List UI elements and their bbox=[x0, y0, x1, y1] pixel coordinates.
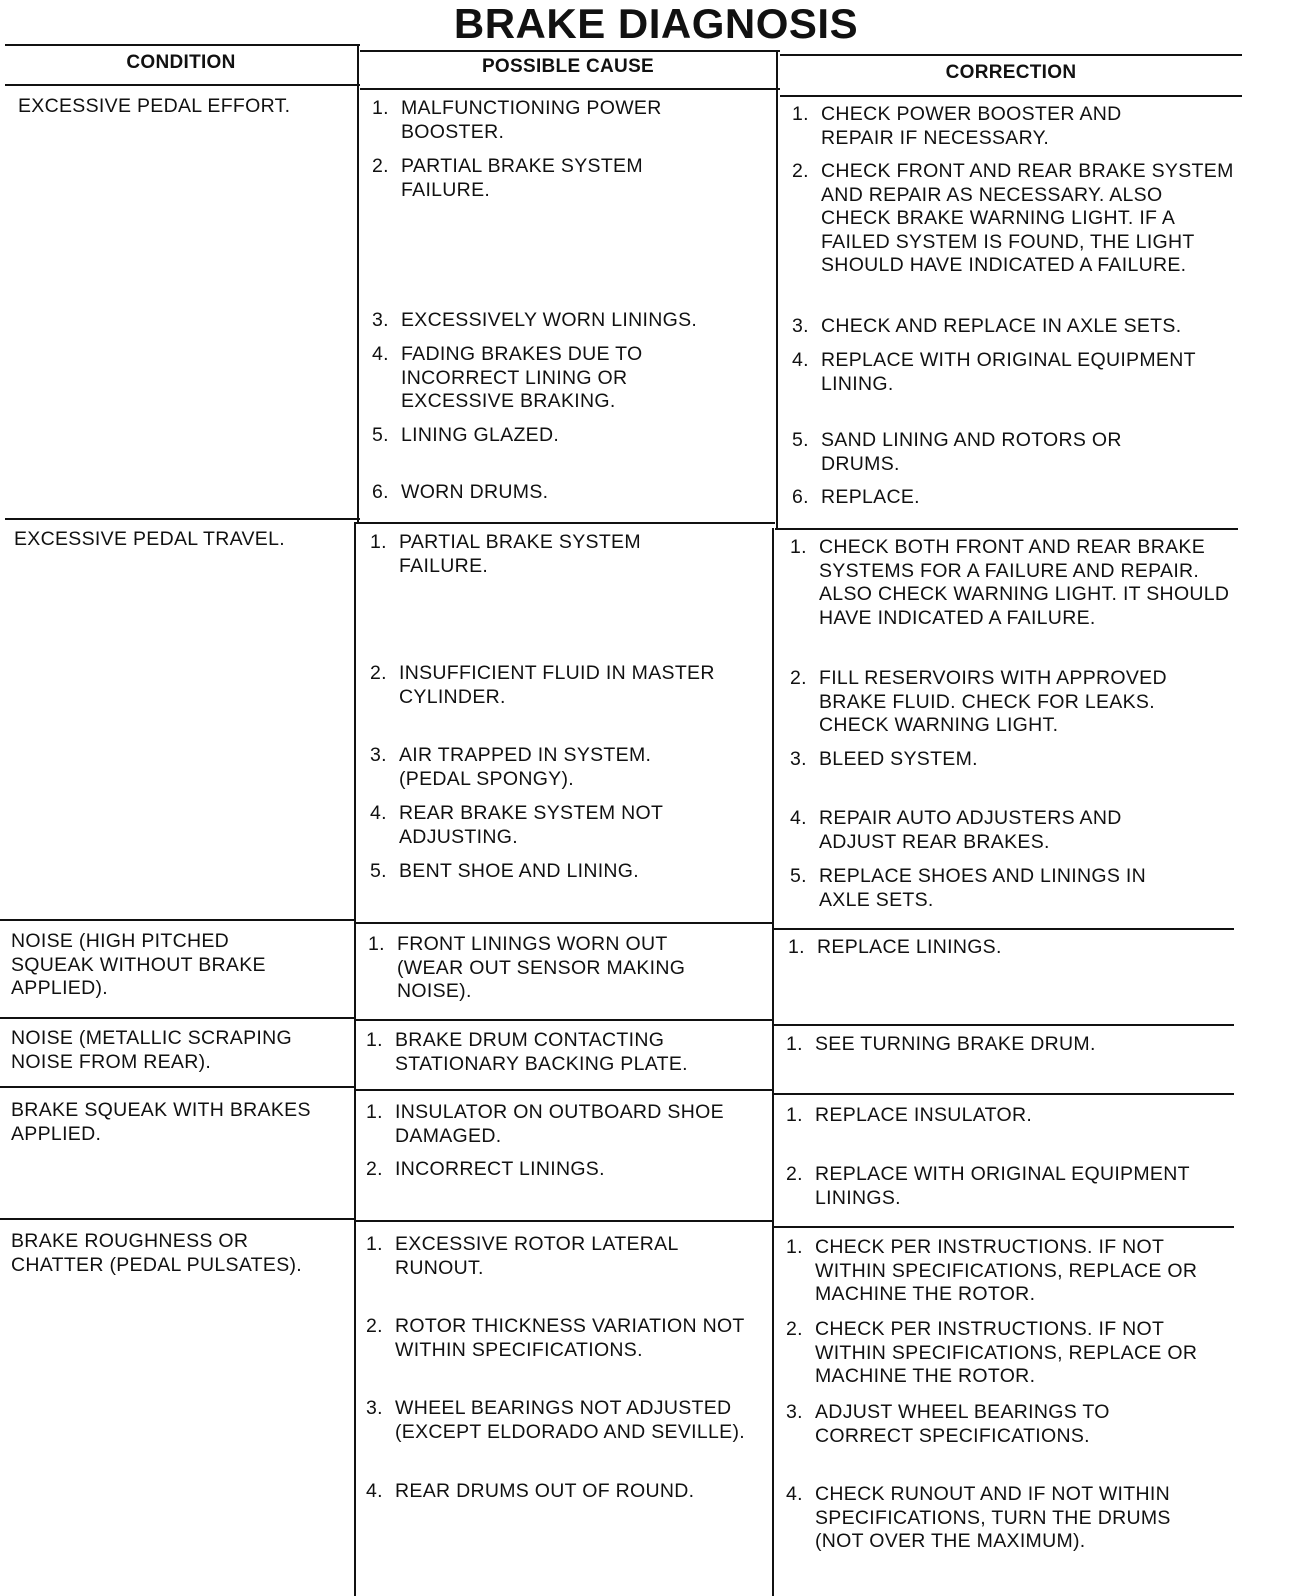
correction-item: 2. CHECK FRONT AND REAR BRAKE SYSTEM AND REPAIR AS NECESSARY. ALSO CHECK BRAKE WARNING LIGHT. IF A FAILED SYSTEM IS FOUND, THE LIGHT SHOULD HAVE INDICATED A FAILURE. bbox=[792, 160, 1234, 277]
correction-item: 5. REPLACE SHOES AND LININGS IN AXLE SETS. bbox=[790, 865, 1146, 911]
header-condition: CONDITION bbox=[126, 52, 236, 73]
cause-item: 1. MALFUNCTIONING POWER BOOSTER. bbox=[372, 97, 662, 143]
correction-item: 4. CHECK RUNOUT AND IF NOT WITHIN SPECIFICATIONS, TURN THE DRUMS (NOT OVER THE MAXIMUM). bbox=[786, 1483, 1171, 1553]
row-divider bbox=[355, 1089, 774, 1091]
cause-item: 3. WHEEL BEARINGS NOT ADJUSTED (EXCEPT ELDORADO AND SEVILLE). bbox=[366, 1397, 745, 1443]
column-divider bbox=[357, 44, 359, 522]
cause-item: 3. AIR TRAPPED IN SYSTEM. (PEDAL SPONGY). bbox=[370, 744, 652, 790]
cause-item: 2. ROTOR THICKNESS VARIATION NOT WITHIN SPECIFICATIONS. bbox=[366, 1315, 745, 1361]
row-divider bbox=[5, 518, 360, 520]
cause-item: 5. BENT SHOE AND LINING. bbox=[370, 860, 639, 882]
page-title: BRAKE DIAGNOSIS bbox=[453, 0, 859, 47]
correction-item: 2. CHECK PER INSTRUCTIONS. IF NOT WITHIN SPECIFICATIONS, REPLACE OR MACHINE THE ROTOR. bbox=[786, 1318, 1198, 1388]
column-divider bbox=[772, 528, 774, 1596]
correction-item: 3. BLEED SYSTEM. bbox=[790, 748, 978, 770]
correction-item: 4. REPAIR AUTO ADJUSTERS AND ADJUST REAR BRAKES. bbox=[790, 807, 1122, 853]
correction-item: 1. CHECK POWER BOOSTER AND REPAIR IF NECESSARY. bbox=[792, 103, 1122, 149]
row-divider bbox=[355, 522, 775, 524]
row-divider bbox=[0, 1086, 355, 1088]
cause-item: 4. FADING BRAKES DUE TO INCORRECT LINING OR EXCESSIVE BRAKING. bbox=[372, 343, 643, 413]
cause-item: 2. INSUFFICIENT FLUID IN MASTER CYLINDER. bbox=[370, 662, 715, 708]
row-divider bbox=[775, 528, 1238, 530]
column-divider bbox=[354, 522, 356, 1596]
cause-item: 4. REAR BRAKE SYSTEM NOT ADJUSTING. bbox=[370, 802, 663, 848]
condition-cell: NOISE (HIGH PITCHED SQUEAK WITHOUT BRAKE APPLIED). bbox=[11, 930, 266, 1000]
row-divider bbox=[0, 1218, 355, 1220]
cause-item: 2. INCORRECT LININGS. bbox=[366, 1158, 605, 1180]
correction-item: 1. REPLACE LININGS. bbox=[788, 936, 1002, 958]
cause-item: 1. INSULATOR ON OUTBOARD SHOE DAMAGED. bbox=[366, 1101, 724, 1147]
header-bottom-rule bbox=[780, 95, 1242, 97]
row-divider bbox=[0, 919, 356, 921]
column-divider bbox=[776, 50, 778, 530]
correction-item: 2. REPLACE WITH ORIGINAL EQUIPMENT LININGS. bbox=[786, 1163, 1190, 1209]
header-bottom-rule bbox=[5, 84, 360, 86]
cause-item: 4. REAR DRUMS OUT OF ROUND. bbox=[366, 1480, 695, 1502]
row-divider bbox=[774, 1093, 1234, 1095]
correction-item: 5. SAND LINING AND ROTORS OR DRUMS. bbox=[792, 429, 1122, 475]
table-top-rule bbox=[360, 50, 780, 52]
cause-item: 1. EXCESSIVE ROTOR LATERAL RUNOUT. bbox=[366, 1233, 678, 1279]
row-divider bbox=[774, 928, 1234, 930]
cause-item: 1. FRONT LININGS WORN OUT (WEAR OUT SENSOR MAKING NOISE). bbox=[368, 933, 686, 1003]
cause-item: 5. LINING GLAZED. bbox=[372, 424, 560, 446]
row-divider bbox=[355, 1220, 774, 1222]
row-divider bbox=[0, 1017, 355, 1019]
condition-cell: NOISE (METALLIC SCRAPING NOISE FROM REAR). bbox=[11, 1027, 292, 1073]
correction-item: 1. SEE TURNING BRAKE DRUM. bbox=[786, 1033, 1096, 1055]
condition-cell: EXCESSIVE PEDAL TRAVEL. bbox=[14, 528, 285, 550]
correction-item: 1. CHECK BOTH FRONT AND REAR BRAKE SYSTEMS FOR A FAILURE AND REPAIR. ALSO CHECK WARNING LIGHT. IT SHOULD HAVE INDICATED A FAILURE. bbox=[790, 536, 1230, 629]
header-possible-cause: POSSIBLE CAUSE bbox=[481, 56, 655, 77]
correction-item: 1. REPLACE INSULATOR. bbox=[786, 1104, 1033, 1126]
header-bottom-rule bbox=[360, 88, 780, 90]
condition-cell: BRAKE ROUGHNESS OR CHATTER (PEDAL PULSATES). bbox=[11, 1230, 303, 1276]
row-divider bbox=[774, 1024, 1234, 1026]
correction-item: 3. CHECK AND REPLACE IN AXLE SETS. bbox=[792, 315, 1182, 337]
correction-item: 1. CHECK PER INSTRUCTIONS. IF NOT WITHIN SPECIFICATIONS, REPLACE OR MACHINE THE ROTOR. bbox=[786, 1236, 1198, 1306]
row-divider bbox=[355, 1019, 774, 1021]
cause-item: 2. PARTIAL BRAKE SYSTEM FAILURE. bbox=[372, 155, 643, 201]
cause-item: 3. EXCESSIVELY WORN LININGS. bbox=[372, 309, 698, 331]
condition-cell: BRAKE SQUEAK WITH BRAKES APPLIED. bbox=[11, 1099, 311, 1145]
cause-item: 1. BRAKE DRUM CONTACTING STATIONARY BACKING PLATE. bbox=[366, 1029, 688, 1075]
header-correction: CORRECTION bbox=[945, 62, 1077, 83]
row-divider bbox=[774, 1226, 1234, 1228]
table-top-rule bbox=[5, 44, 360, 46]
correction-item: 4. REPLACE WITH ORIGINAL EQUIPMENT LINING. bbox=[792, 349, 1196, 395]
condition-cell: EXCESSIVE PEDAL EFFORT. bbox=[18, 95, 291, 117]
cause-item: 1. PARTIAL BRAKE SYSTEM FAILURE. bbox=[370, 531, 641, 577]
cause-item: 6. WORN DRUMS. bbox=[372, 481, 549, 503]
correction-item: 6. REPLACE. bbox=[792, 486, 920, 508]
table-top-rule bbox=[780, 54, 1242, 56]
correction-item: 3. ADJUST WHEEL BEARINGS TO CORRECT SPECIFICATIONS. bbox=[786, 1401, 1110, 1447]
correction-item: 2. FILL RESERVOIRS WITH APPROVED BRAKE FLUID. CHECK FOR LEAKS. CHECK WARNING LIGHT. bbox=[790, 667, 1167, 737]
row-divider bbox=[356, 922, 774, 924]
